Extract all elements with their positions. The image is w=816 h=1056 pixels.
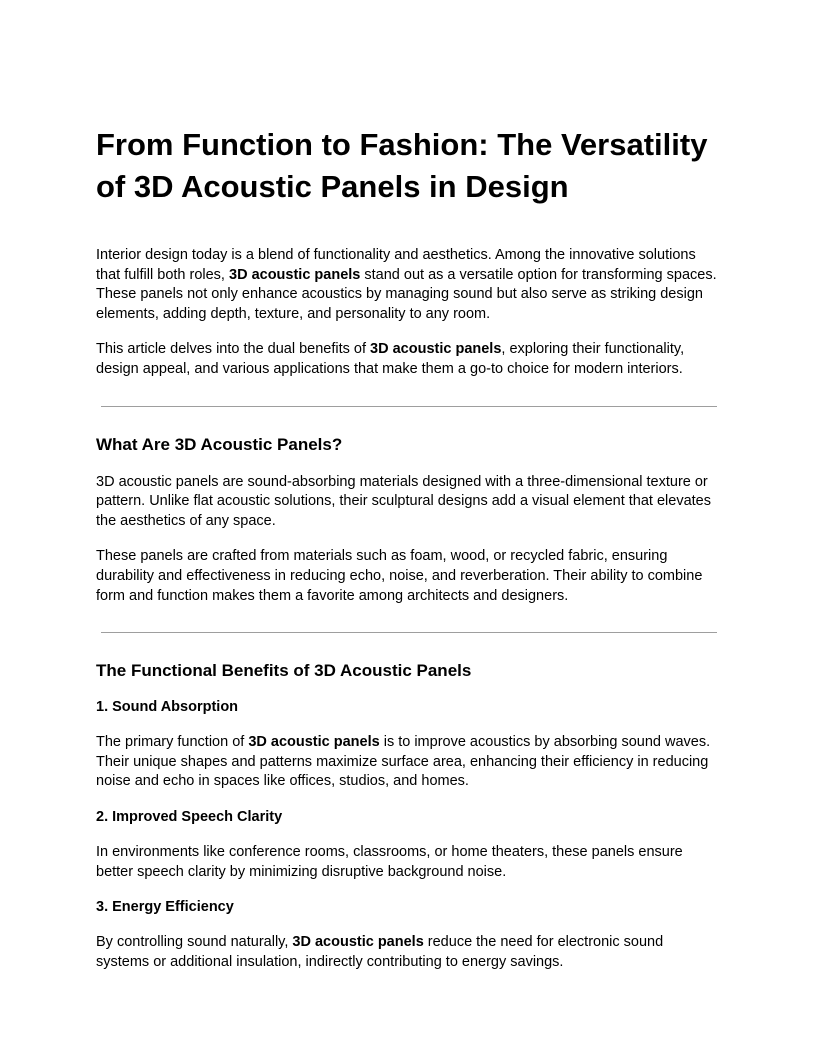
sound-absorption-paragraph bbox=[96, 733, 720, 792]
speech-clarity-paragraph: In environments like conference rooms, classrooms, or home theaters, these panels ensure better speech clarity by minimizing disruptive background noise. bbox=[96, 843, 683, 880]
bold-keyword: 3D acoustic panels bbox=[292, 934, 424, 951]
section-divider bbox=[101, 632, 717, 633]
text-run: stand out as a versatile option for transforming spaces. These panels not only enhance acoustics by managing sound but also serve as striking design elements, adding depth, texture, and personality to any room. bbox=[96, 266, 717, 322]
subheading-sound-absorption: 1. Sound Absorption bbox=[96, 699, 239, 716]
energy-efficiency-paragraph bbox=[96, 933, 720, 972]
text-run: This article delves into the dual benefits of bbox=[96, 341, 371, 358]
document-body bbox=[96, 124, 720, 972]
section-heading-what-are: What Are 3D Acoustic Panels? bbox=[96, 434, 343, 454]
text-run: Interior design today is a blend of functionality and aesthetics. Among the innovative solutions that fulfill both roles, bbox=[96, 247, 696, 283]
text-run: is to improve acoustics by absorbing sound waves. Their unique shapes and patterns maximize surface area, enhancing their efficiency in reducing noise and echo in spaces like offices, studios, and homes. bbox=[96, 734, 711, 790]
section-heading-functional-benefits: The Functional Benefits of 3D Acoustic Panels bbox=[96, 661, 472, 681]
section1-paragraph-2: These panels are crafted from materials such as foam, wood, or recycled fabric, ensuring durability and effectiveness in reducing echo, noise, and reverberation. Their ability to combine form and function makes them a favorite among architects and designers. bbox=[96, 548, 703, 604]
intro-paragraph-2 bbox=[96, 340, 720, 379]
subheading-speech-clarity: 2. Improved Speech Clarity bbox=[96, 808, 283, 825]
section-divider bbox=[101, 406, 717, 407]
text-run: The primary function of bbox=[96, 734, 249, 751]
bold-keyword: 3D acoustic panels bbox=[370, 341, 502, 358]
bold-keyword: 3D acoustic panels bbox=[248, 734, 380, 751]
subheading-energy-efficiency: 3. Energy Efficiency bbox=[96, 899, 234, 916]
text-run: reduce the need for electronic sound systems or additional insulation, indirectly contributing to energy savings. bbox=[96, 934, 664, 970]
section1-paragraph-1: 3D acoustic panels are sound-absorbing materials designed with a three-dimensional texture or pattern. Unlike flat acoustic solutions, their sculptural designs add a visual element that elevates the aesthetics of any space. bbox=[96, 473, 711, 529]
text-run: , exploring their functionality, design appeal, and various applications that make them a go-to choice for modern interiors. bbox=[96, 341, 685, 377]
bold-keyword: 3D acoustic panels bbox=[229, 266, 361, 283]
page-title: From Function to Fashion: The Versatility of 3D Acoustic Panels in Design bbox=[96, 127, 708, 204]
intro-paragraph-1 bbox=[96, 246, 720, 324]
text-run: By controlling sound naturally, bbox=[96, 934, 293, 951]
